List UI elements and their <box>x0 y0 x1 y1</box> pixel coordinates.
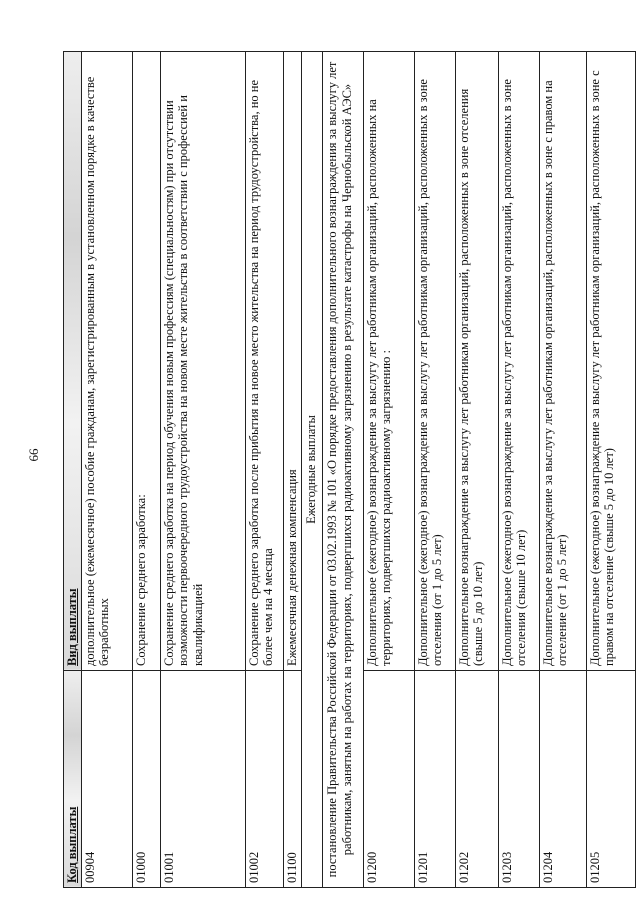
table-row <box>586 52 635 888</box>
row-code: 01201 <box>414 671 455 888</box>
row-code: 01200 <box>363 671 414 888</box>
table-row <box>363 52 414 888</box>
row-code: 01203 <box>498 671 539 888</box>
table-row <box>81 52 132 888</box>
row-code: 00904 <box>81 671 132 888</box>
section-row-decree <box>322 52 363 888</box>
table-row <box>539 52 586 888</box>
row-code: 01000 <box>132 671 160 888</box>
section-decree-title: постановление Правительства Российской Федерации от 03.02.1993 № 101 «О порядке предоставления дополнительного вознаграждения за выслугу лет работникам, занятым на работах на территориях, подвергшихся радиоактивному загрязнению в результате катастрофы на Чернобыльской АЭС» <box>322 52 363 888</box>
table-header-row <box>64 52 82 888</box>
row-code: 01002 <box>245 671 283 888</box>
row-name: Дополнительное (ежегодное) вознаграждение за выслугу лет работникам организаций, расположенных на территориях, подвергшихся радиоактивному загрязнению : <box>363 52 414 671</box>
row-name: Дополнительное (ежегодное) вознаграждение за выслугу лет работникам организаций, расположенных в зоне отселения (от 1 до 5 лет) <box>414 52 455 671</box>
table-row <box>245 52 283 888</box>
row-code: 01202 <box>455 671 498 888</box>
row-name: Сохранение среднего заработка после прибытия на новое место жительства на период трудоустройства, но не более чем на 4 месяца <box>245 52 283 671</box>
table-row <box>455 52 498 888</box>
header-name: Вид выплаты <box>64 52 82 671</box>
rotated-page-content <box>63 52 627 888</box>
header-code: Код выплаты <box>64 671 82 888</box>
table-row <box>160 52 245 888</box>
row-name: Дополнительное (ежегодное) вознаграждение за выслугу лет работникам организаций, расположенных в зоне с правом на отселение (свыше 5 до 10 лет) <box>586 52 635 671</box>
section-row-annual <box>301 52 322 888</box>
table-row <box>283 52 301 888</box>
page-number: 66 <box>26 448 41 462</box>
table-row <box>132 52 160 888</box>
row-name: Ежемесячная денежная компенсация <box>283 52 301 671</box>
row-name: Сохранение среднего заработка на период обучения новым профессиям (специальностям) при отсутствии возможности первоочередного трудоустройства на новом месте жительства в соответствии с профессией и квалификацией <box>160 52 245 671</box>
row-code: 01001 <box>160 671 245 888</box>
row-name: Дополнительное вознаграждение за выслугу лет работникам организаций, расположенных в зоне с правом на отселение (от 1 до 5 лет) <box>539 52 586 671</box>
row-code: 01100 <box>283 671 301 888</box>
row-name: Дополнительное (ежегодное) вознаграждение за выслугу лет работникам организаций, расположенных в зоне отселения (свыше 10 лет) <box>498 52 539 671</box>
row-name: Дополнительное вознаграждение за выслугу лет работникам организаций, расположенных в зоне отселения (свыше 5 до 10 лет) <box>455 52 498 671</box>
payment-codes-table <box>63 51 636 888</box>
row-code: 01205 <box>586 671 635 888</box>
row-code: 01204 <box>539 671 586 888</box>
section-annual-payments: Ежегодные выплаты <box>301 52 322 888</box>
table-row <box>498 52 539 888</box>
row-name: Сохранение среднего заработка: <box>132 52 160 671</box>
table-row <box>414 52 455 888</box>
row-name: дополнительное (ежемесячное) пособие гражданам, зарегистрированным в установленном порядке в качестве безработных <box>81 52 132 671</box>
